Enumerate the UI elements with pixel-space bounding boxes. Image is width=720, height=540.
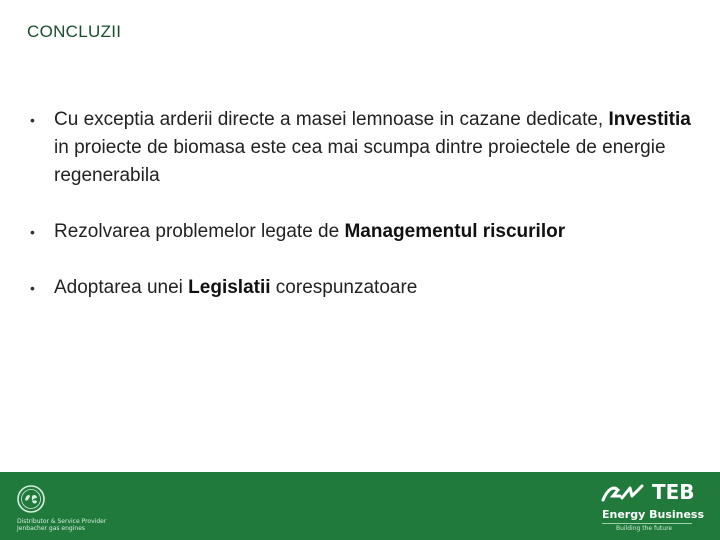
bullet-item [30,218,710,246]
bullet-list [30,106,710,330]
bullet-text: Cu exceptia arderii directe a masei lemnoase in cazane dedicate, Investitia in proiecte de biomasa este cea mai scumpa dintre proiectele de energie regenerabila [54,109,691,186]
slide-title: CONCLUZII [27,22,122,41]
teb-tagline: Building the future [616,525,673,532]
teb-logo [600,480,712,536]
bullet-dot-icon: • [30,280,35,296]
footer-bar [0,472,720,540]
bullet-text: Rezolvarea problemelor legate de Managementul riscurilor [54,221,566,242]
bullet-text: Adoptarea unei Legislatii corespunzatoare [54,277,418,298]
teb-name: TEB [652,480,695,504]
bullet-item [30,274,710,302]
teb-mark-icon [600,482,650,506]
teb-subtitle: Energy Business [602,508,705,521]
ge-caption: Distributor & Service Provider Jenbacher gas engines [17,518,107,532]
ge-monogram-icon [17,485,45,513]
bullet-dot-icon: • [30,112,35,128]
bullet-item [30,106,710,190]
teb-divider [602,523,692,524]
bullet-dot-icon: • [30,224,35,240]
